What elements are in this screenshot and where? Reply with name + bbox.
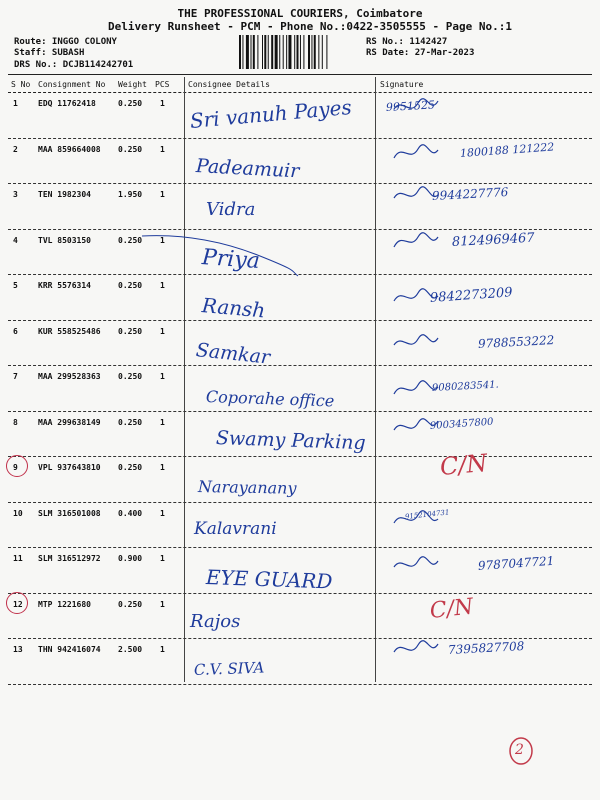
row-consignment-no: MAA 859664008 [38,144,101,154]
row-pcs: 1 [160,281,165,290]
row-sno: 13 [13,645,23,654]
signature-scribble [392,507,442,531]
handwritten-signature-number: 9842273209 [429,285,514,306]
row-sno: 1 [13,99,18,108]
handwritten-signature-number: 9951525 [385,98,436,114]
handwritten-signature-number: 9787047721 [477,553,555,573]
row-weight: 1.950 [118,190,143,199]
row-pcs: 1 [160,372,165,381]
table-row [0,457,600,503]
handwritten-consignee: Samkar [194,339,272,369]
handwritten-consignee: Priya [201,245,261,275]
handwritten-consignee: Padeamuir [195,155,300,183]
row-sno: 9 [13,463,18,472]
signature-scribble [392,553,442,577]
handwritten-consignee: EYE GUARD [205,565,333,594]
row-consignment-no: KUR 558525486 [38,326,101,336]
handwritten-consignee: Kalavrani [194,519,277,539]
table-row [0,594,600,640]
handwritten-consignee: C.V. SIVA [193,658,265,679]
row-pcs: 1 [160,326,165,336]
signature-scribble [392,95,442,119]
row-sno: 7 [13,372,18,381]
col-header-sno: S No [11,80,31,89]
row-weight: 0.250 [118,281,143,290]
handwritten-signature-number: 9080283541. [431,379,500,394]
header-right-block [366,37,474,59]
row-sno: 12 [13,599,23,609]
row-consignment-no: KRR 5576314 [38,281,91,290]
route-label: Route: INGGO COLONY [14,37,117,47]
row-weight: 0.900 [118,554,143,563]
rs-date: RS Date: 27-Mar-2023 [366,48,475,58]
table-row [0,184,600,230]
signature-scribble [392,141,442,165]
row-weight: 0.250 [118,463,143,472]
cn-annotation: C/N [438,448,489,481]
row-sno: 8 [13,417,18,427]
row-sno: 5 [13,281,18,290]
row-sno: 10 [13,508,23,518]
signature-scribble [392,183,442,207]
row-weight: 0.400 [118,508,143,518]
row-pcs: 1 [160,554,165,563]
signature-scribble [392,415,442,439]
row-consignment-no: MTP 1221680 [38,599,91,609]
row-consignment-no: THN 942416074 [38,645,101,654]
row-sno: 3 [13,190,18,199]
row-weight: 0.250 [118,417,143,427]
rs-number: RS No.: 1142427 [366,37,448,47]
col-header-signature: Signature [380,80,424,89]
handwritten-signature-number: 7395827708 [447,639,525,657]
row-consignment-no: SLM 316501008 [38,508,101,518]
row-sno: 6 [13,326,18,336]
handwritten-consignee: Ransh [200,293,267,323]
row-consignment-no: SLM 316512972 [38,554,101,563]
handwritten-consignee: Vidra [206,199,256,220]
runsheet-line: Delivery Runsheet - PCM - Phone No.:0422-3505555 - Page No.:1 [108,20,512,33]
row-consignment-no: EDQ 11762418 [38,99,96,108]
row-pcs: 1 [160,144,165,154]
col-header-weight: Weight [118,80,147,89]
handwritten-consignee: Rajos [190,611,241,632]
staff-label: Staff: SUBASH [14,48,85,58]
row-weight: 0.250 [118,144,143,154]
col-header-pcs: PCS [155,80,170,89]
row-circle-mark [6,592,28,614]
handwritten-consignee: Swamy Parking [215,427,367,455]
signature-scribble [392,229,442,253]
handwritten-consignee: Coporahe office [205,387,335,411]
row-rule [8,684,592,685]
row-weight: 0.250 [118,326,143,336]
company-name: THE PROFESSIONAL COURIERS, Coimbatore [177,7,423,20]
row-consignment-no: MAA 299528363 [38,372,101,381]
row-weight: 0.250 [118,372,143,381]
row-pcs: 1 [160,235,165,245]
row-pcs: 1 [160,645,165,654]
row-weight: 0.250 [118,599,143,609]
row-pcs: 1 [160,190,165,199]
row-circle-mark [6,455,28,477]
page-mark: 2 [515,742,524,758]
row-consignment-no: VPL 937643810 [38,463,101,472]
handwritten-signature-number: 9152104731 [404,508,450,521]
handwritten-consignee: Sri vanuh Payes [188,94,353,133]
col-header-consignee: Consignee Details [188,80,270,89]
row-consignment-no: TVL 8503150 [38,235,91,245]
handwritten-signature-number: 9944227776 [431,185,509,203]
row-pcs: 1 [160,599,165,609]
top-rule [8,74,592,75]
row-sno: 4 [13,235,18,245]
col-header-consignment: Consignment No [38,80,106,89]
row-consignment-no: TEN 1982304 [38,190,91,199]
row-pcs: 1 [160,508,165,518]
cn-annotation: C/N [428,594,475,624]
signature-scribble [392,331,442,355]
row-sno: 11 [13,554,23,563]
row-consignment-no: MAA 299638149 [38,417,101,427]
handwritten-signature-number: 9788553222 [477,333,555,351]
barcode-image [238,35,360,69]
handwritten-signature-number: 1800188 121222 [459,140,555,160]
document-title [0,7,600,33]
header-left-block [14,37,133,71]
handwritten-signature-number: 8124969467 [451,230,535,250]
signature-scribble [392,637,442,661]
row-weight: 0.250 [118,235,143,245]
signature-scribble [392,285,442,309]
table-row [0,503,600,549]
handwritten-signature-number: 9003457800 [429,416,494,432]
row-weight: 0.250 [118,99,143,108]
row-sno: 2 [13,144,18,154]
drs-number: DRS No.: DCJB114242701 [14,60,134,70]
row-weight: 2.500 [118,645,143,654]
row-pcs: 1 [160,417,165,427]
handwritten-consignee: Narayanany [197,477,297,498]
signature-scribble [392,377,442,401]
row-pcs: 1 [160,99,165,108]
row-pcs: 1 [160,463,165,472]
